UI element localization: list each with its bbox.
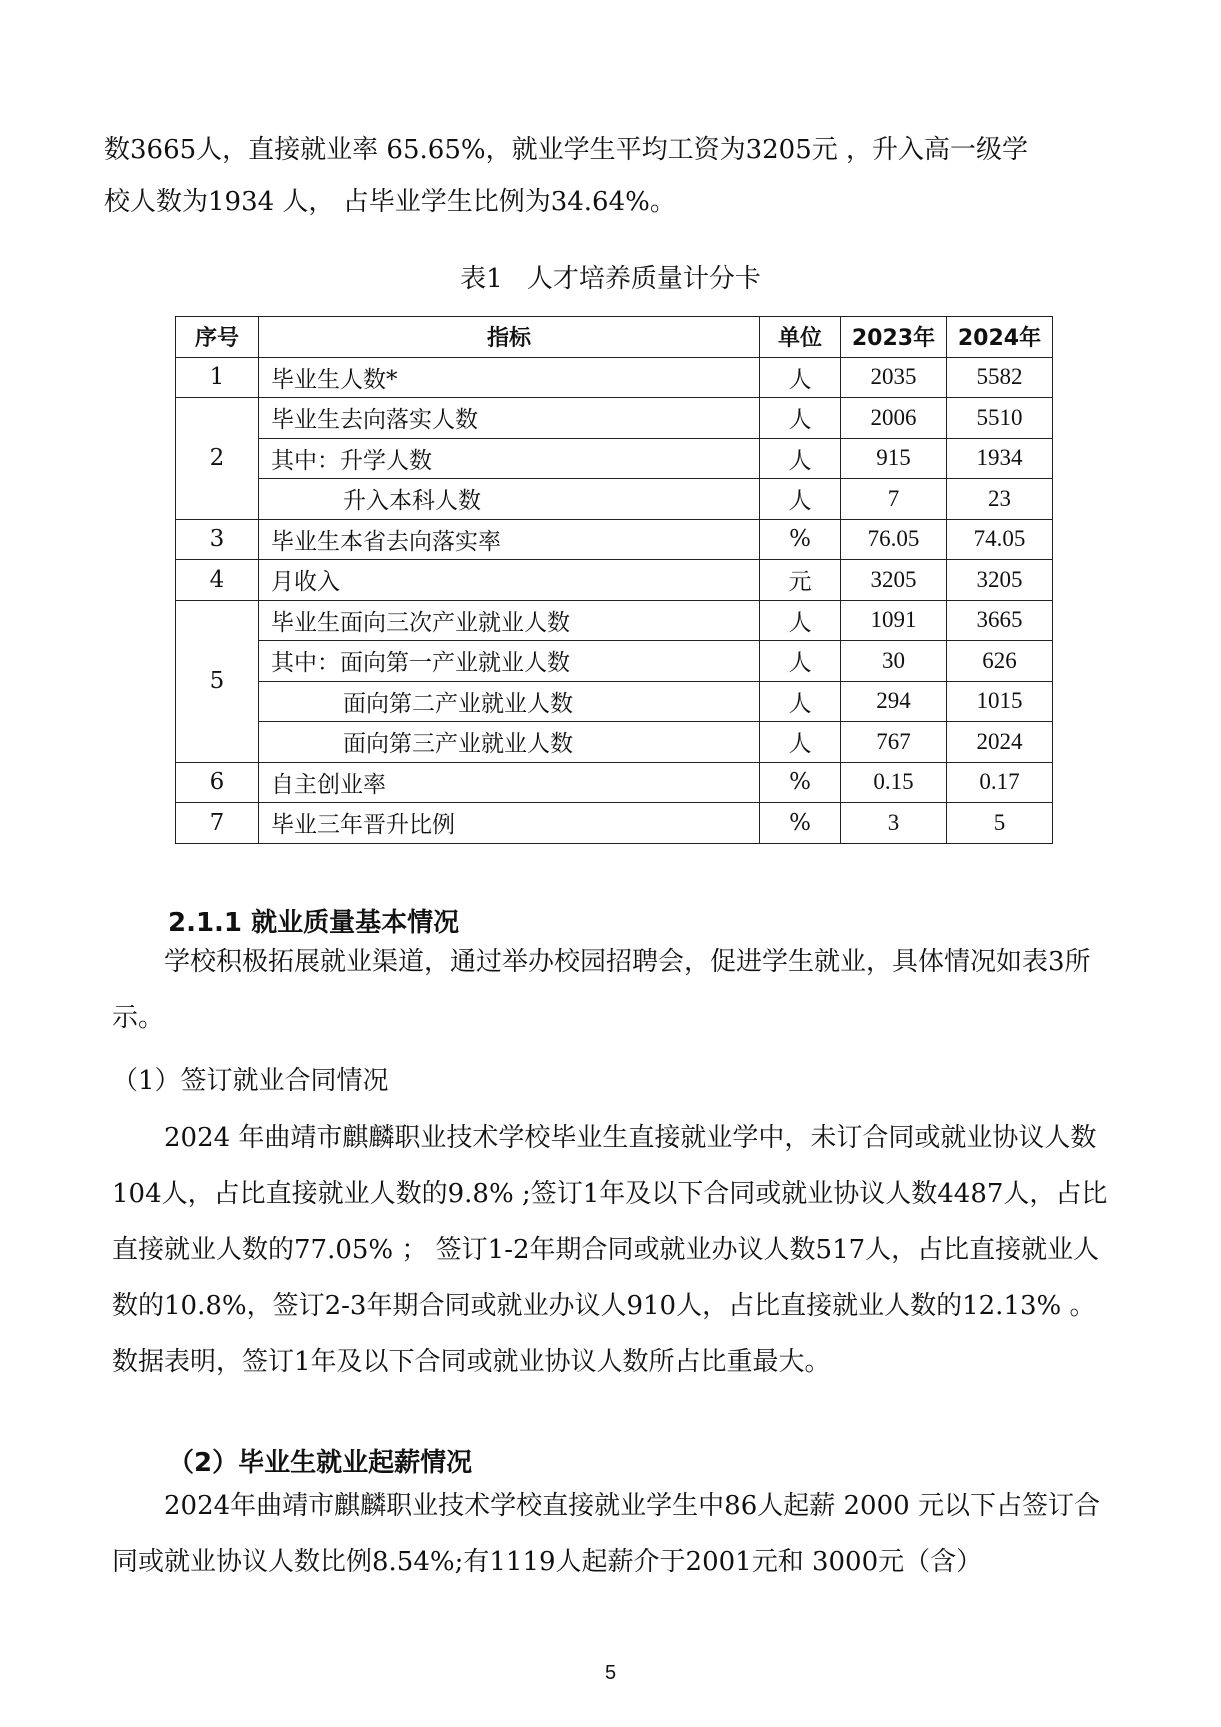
- intro-line-1: 数3665人，直接就业率 65.65%，就业学生平均工资为3205元 ，升入高一级学: [104, 135, 1029, 165]
- subsection-heading-starting-salary: （2）毕业生就业起薪情况: [168, 1448, 473, 1478]
- page-number: 5: [604, 1662, 617, 1684]
- row-unit: 人: [760, 600, 841, 641]
- row-no: 2: [176, 398, 259, 520]
- row-2023: 76.05: [841, 519, 947, 560]
- row-2024: 5582: [947, 357, 1053, 398]
- row-2023: 2035: [841, 357, 947, 398]
- row-2024: 5: [947, 803, 1053, 844]
- section-2-1-1-body: 学校积极拓展就业渠道，通过举办校园招聘会，促进学生就业，具体情况如表3所示。: [112, 947, 1091, 1033]
- row-no: 3: [176, 519, 259, 560]
- table-header-row: [176, 317, 1053, 358]
- row-unit: 人: [760, 398, 841, 439]
- section-heading-2-1-1: 2.1.1 就业质量基本情况: [168, 908, 460, 938]
- row-2023: 915: [841, 438, 947, 479]
- header-2024: 2024年: [947, 317, 1053, 358]
- row-unit: 元: [760, 560, 841, 601]
- table-row: [176, 357, 1053, 398]
- row-indicator: 毕业三年晋升比例: [259, 803, 760, 844]
- row-unit: 人: [760, 479, 841, 520]
- row-2024: 1015: [947, 681, 1053, 722]
- row-indicator: 升入本科人数: [259, 479, 760, 520]
- table-row: [176, 641, 1053, 682]
- row-no: 4: [176, 560, 259, 601]
- table-row: [176, 681, 1053, 722]
- subsection-contracts-body: 2024 年曲靖市麒麟职业技术学校毕业生直接就业学中，未订合同或就业协议人数104人，占比直接就业人数的9.8% ;签订1年及以下合同或就业协议人数4487人，占比直接就业人数的77.05% ； 签订1-2年期合同或就业办议人数517人，占比直接就业人数的10.8%，签订2-3年期合同或就业办议人910人，占比直接就业人数的12.13% 。数据表明，签订1年及以下合同或就业协议人数所占比重最大。: [112, 1123, 1108, 1377]
- row-unit: %: [760, 519, 841, 560]
- row-2023: 2006: [841, 398, 947, 439]
- row-indicator: 毕业生去向落实人数: [259, 398, 760, 439]
- table-row: [176, 398, 1053, 439]
- row-indicator: 毕业生人数*: [259, 357, 760, 398]
- table-caption-title: 人才培养质量计分卡: [526, 264, 761, 294]
- table-row: [176, 479, 1053, 520]
- intro-line-2: 校人数为1934 人， 占毕业学生比例为34.64%。: [104, 187, 676, 217]
- row-indicator: 面向第三产业就业人数: [259, 722, 760, 763]
- table-row: [176, 519, 1053, 560]
- row-2024: 5510: [947, 398, 1053, 439]
- row-no: 1: [176, 357, 259, 398]
- row-2023: 0.15: [841, 762, 947, 803]
- row-2024: 23: [947, 479, 1053, 520]
- table-row: [176, 803, 1053, 844]
- row-2024: 0.17: [947, 762, 1053, 803]
- row-unit: 人: [760, 681, 841, 722]
- row-indicator: 自主创业率: [259, 762, 760, 803]
- row-indicator: 毕业生面向三次产业就业人数: [259, 600, 760, 641]
- talent-quality-scorecard-table: [175, 316, 1053, 844]
- row-unit: %: [760, 803, 841, 844]
- table-caption: [0, 258, 1221, 295]
- row-2023: 3: [841, 803, 947, 844]
- row-2024: 74.05: [947, 519, 1053, 560]
- table-row: [176, 762, 1053, 803]
- row-unit: 人: [760, 722, 841, 763]
- table-row: [176, 560, 1053, 601]
- header-indicator: 指标: [259, 317, 760, 358]
- row-2024: 626: [947, 641, 1053, 682]
- row-2023: 294: [841, 681, 947, 722]
- row-2024: 2024: [947, 722, 1053, 763]
- header-unit: 单位: [760, 317, 841, 358]
- subsection-starting-salary-body: 2024年曲靖市麒麟职业技术学校直接就业学生中86人起薪 2000 元以下占签订合同或就业协议人数比例8.54%;有1119人起薪介于2001元和 3000元（含）: [112, 1491, 1100, 1577]
- table-row: [176, 438, 1053, 479]
- row-unit: %: [760, 762, 841, 803]
- row-2023: 1091: [841, 600, 947, 641]
- row-indicator: 毕业生本省去向落实率: [259, 519, 760, 560]
- row-2023: 30: [841, 641, 947, 682]
- row-indicator: 其中：面向第一产业就业人数: [259, 641, 760, 682]
- table-row: [176, 722, 1053, 763]
- header-2023: 2023年: [841, 317, 947, 358]
- row-2024: 3205: [947, 560, 1053, 601]
- row-2023: 3205: [841, 560, 947, 601]
- row-no: 5: [176, 600, 259, 762]
- table-row: [176, 600, 1053, 641]
- row-unit: 人: [760, 438, 841, 479]
- row-unit: 人: [760, 357, 841, 398]
- row-2024: 1934: [947, 438, 1053, 479]
- subsection-heading-contracts: （1）签订就业合同情况: [112, 1066, 389, 1096]
- row-2023: 767: [841, 722, 947, 763]
- header-no: 序号: [176, 317, 259, 358]
- row-no: 6: [176, 762, 259, 803]
- row-no: 7: [176, 803, 259, 844]
- row-2023: 7: [841, 479, 947, 520]
- row-2024: 3665: [947, 600, 1053, 641]
- row-indicator: 月收入: [259, 560, 760, 601]
- row-indicator: 其中：升学人数: [259, 438, 760, 479]
- row-indicator: 面向第二产业就业人数: [259, 681, 760, 722]
- table-caption-label: 表1: [460, 264, 503, 294]
- row-unit: 人: [760, 641, 841, 682]
